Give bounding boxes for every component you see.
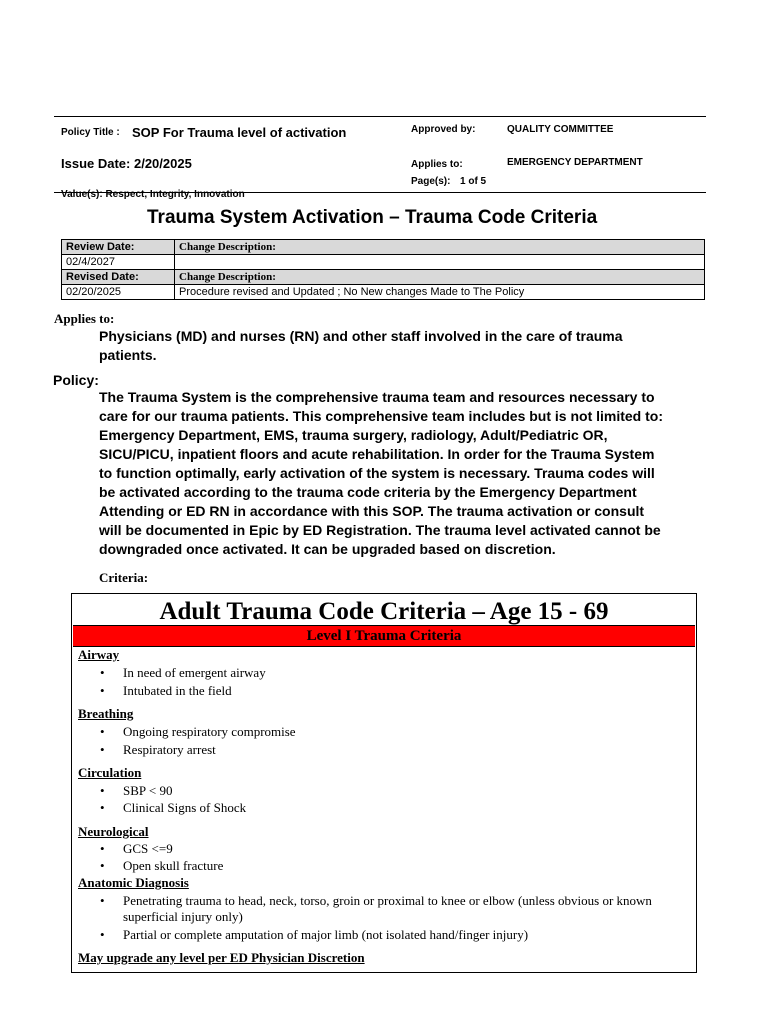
policy-line: downgraded once activated. It can be upgraded based on discretion.: [99, 541, 556, 557]
change-description-header: Change Description:: [175, 240, 705, 255]
bullet-icon: •: [100, 742, 105, 757]
pages-label: Page(s):: [411, 176, 451, 187]
table-row: [62, 240, 705, 255]
revision-table: [61, 239, 705, 300]
policy-line: will be documented in Epic by ED Registration. The trauma level activated cannot be: [99, 522, 661, 538]
bullet-icon: •: [100, 783, 105, 798]
applies-to-label: Applies to:: [54, 311, 115, 326]
review-date-value: 02/4/2027: [62, 255, 175, 270]
revised-date-value: 02/20/2025: [62, 285, 175, 300]
policy-line: The Trauma System is the comprehensive trauma team and resources necessary to: [99, 389, 655, 405]
review-change-value: [175, 255, 705, 270]
category-circulation: Circulation: [78, 765, 142, 780]
bullet-icon: •: [100, 841, 105, 856]
list-item-text: Clinical Signs of Shock: [123, 800, 247, 815]
bullet-icon: •: [100, 927, 105, 942]
category-airway: Airway: [78, 647, 120, 662]
list-item-text: Partial or complete amputation of major limb (not isolated hand/finger injury): [123, 927, 529, 942]
policy-line: care for our trauma patients. This comprehensive team includes but is not limited to:: [99, 408, 663, 424]
level-banner: Level I Trauma Criteria: [73, 625, 695, 647]
bullet-icon: •: [100, 800, 105, 815]
applies-to-text-line2: patients.: [99, 347, 157, 363]
criteria-label: Criteria:: [99, 570, 149, 585]
change-description-header: Change Description:: [175, 270, 705, 285]
policy-line: SICU/PICU, inpatient floors and acute rehabilitation. In order for the Trauma System: [99, 446, 655, 462]
review-date-header: Review Date:: [62, 240, 175, 255]
list-item-text: SBP < 90: [123, 783, 173, 798]
pages-value: 1 of 5: [460, 176, 487, 187]
table-row: [62, 270, 705, 285]
policy-body: [99, 388, 663, 559]
list-item-text: GCS <=9: [123, 841, 173, 856]
bullet-icon: •: [100, 724, 105, 739]
policy-title-label: Policy Title :: [61, 127, 120, 138]
list-item-text: Intubated in the field: [123, 683, 232, 698]
revised-date-header: Revised Date:: [62, 270, 175, 285]
category-breathing: Breathing: [78, 706, 134, 721]
policy-line: be activated according to the trauma code criteria by the Emergency Department: [99, 484, 637, 500]
policy-label: Policy:: [53, 372, 99, 388]
applies-to-header-label: Applies to:: [411, 159, 463, 170]
upgrade-note: May upgrade any level per ED Physician Discretion: [78, 950, 365, 965]
criteria-box: [71, 593, 697, 973]
issue-date: Issue Date: 2/20/2025: [61, 156, 192, 171]
list-item-text: Ongoing respiratory compromise: [123, 724, 296, 739]
table-row: [62, 285, 705, 300]
category-anatomic-diagnosis: Anatomic Diagnosis: [78, 875, 189, 890]
applies-to-text-line1: Physicians (MD) and nurses (RN) and other staff involved in the care of trauma: [99, 328, 623, 344]
list-item-text: Penetrating trauma to head, neck, torso, groin or proximal to knee or elbow (unless obvious or known superficial injury only): [123, 893, 652, 924]
list-item-text: In need of emergent airway: [123, 665, 266, 680]
values-line: Value(s): Respect, Integrity, Innovation: [61, 189, 245, 200]
applies-to-header-value: EMERGENCY DEPARTMENT: [507, 157, 643, 168]
list-item-text: Respiratory arrest: [123, 742, 216, 757]
policy-title-value: SOP For Trauma level of activation: [132, 125, 347, 140]
policy-line: Emergency Department, EMS, trauma surgery, radiology, Adult/Pediatric OR,: [99, 427, 608, 443]
policy-line: to function optimally, early activation of the system is necessary. Trauma codes will: [99, 465, 655, 481]
bullet-icon: •: [100, 858, 105, 873]
bullet-icon: •: [100, 683, 105, 698]
criteria-box-title: Adult Trauma Code Criteria – Age 15 - 69: [159, 598, 609, 625]
bullet-icon: •: [100, 893, 105, 908]
approved-by-label: Approved by:: [411, 124, 476, 135]
document-title: Trauma System Activation – Trauma Code Criteria: [147, 207, 598, 228]
table-row: [62, 255, 705, 270]
header-top-rule: [54, 116, 706, 117]
approved-by-value: QUALITY COMMITTEE: [507, 124, 614, 135]
policy-line: Attending or ED RN in accordance with this SOP. The trauma activation or consult: [99, 503, 645, 519]
category-neurological: Neurological: [78, 824, 149, 839]
bullet-icon: •: [100, 665, 105, 680]
list-item-text: Open skull fracture: [123, 858, 224, 873]
revised-change-value: Procedure revised and Updated ; No New changes Made to The Policy: [175, 285, 705, 300]
